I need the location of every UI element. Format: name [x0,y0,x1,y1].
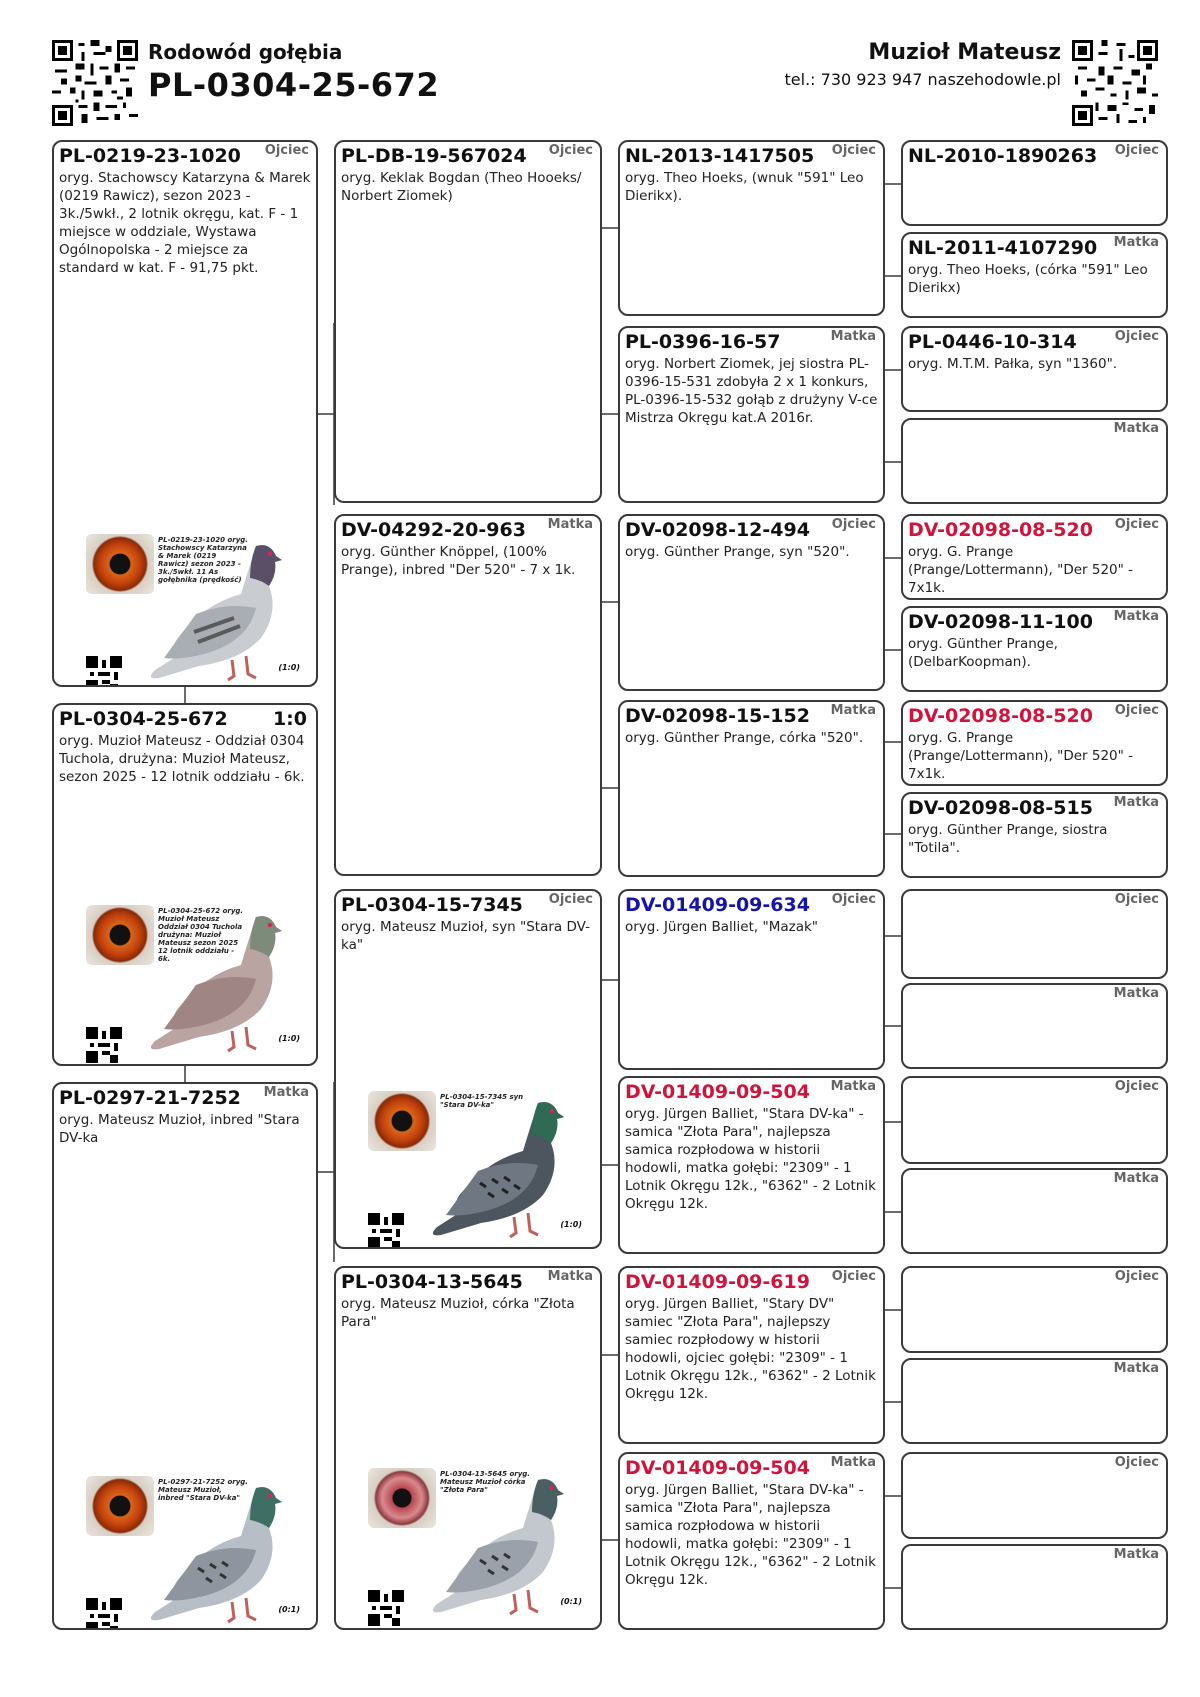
sex-label: Matka [547,517,593,532]
sex-label: Ojciec [831,1269,876,1284]
ring-number: NL-2011-4107290 [908,237,1098,259]
ring-number: DV-02098-12-494 [625,519,810,541]
bird-description: oryg. Mateusz Muzioł, córka "Złota Para" [341,1296,575,1330]
ring-number: DV-02098-08-520 [908,519,1093,541]
sex-label: Matka [547,1269,593,1284]
sex-label: Ojciec [548,143,593,158]
pedigree-card-gen3-2[interactable] [618,326,885,503]
sex-label: Matka [263,1085,309,1100]
bird-description: oryg. Günther Knöppel, (100% Prange), inbred "Der 520" - 7 x 1k. [341,544,576,578]
sex-label: Ojciec [1114,892,1159,907]
sex-label: Ojciec [1114,1269,1159,1284]
ring-number: DV-01409-09-504 [625,1457,810,1479]
pedigree-card-gen3-6[interactable] [618,1076,885,1254]
sex-label: Ojciec [1114,517,1159,532]
sex-label: Matka [830,1079,876,1094]
ring-number: PL-0304-25-672 [59,708,228,730]
mini-qr-code[interactable] [86,1027,122,1063]
bird-description: oryg. Keklak Bogdan (Theo Hooeks/ Norbert Ziomek) [341,170,582,204]
sex-label: Matka [830,329,876,344]
ring-number: DV-02098-11-100 [908,611,1093,633]
bird-description: oryg. Norbert Ziomek, jej siostra PL-0396-15-531 zdobyła 2 x 1 konkurs, PL-0396-15-532 gołąb z drużyny V-ce Mistrza Okręgu kat.A 2016r. [625,356,878,426]
pedigree-subtitle: Rodowód gołębia [148,40,343,64]
pedigree-title-ring: PL-0304-25-672 [148,66,440,104]
pedigree-card-gen4-6[interactable] [901,606,1168,692]
ring-number: PL-0304-13-5645 [341,1271,523,1293]
pedigree-card-gen3-4[interactable] [618,700,885,877]
sex-label: Matka [1113,235,1159,250]
mini-qr-code[interactable] [368,1590,404,1626]
bird-photo[interactable] [86,1476,306,1630]
bird-photo[interactable] [86,534,306,687]
pedigree-card-gen4-7[interactable] [901,700,1168,786]
photo-caption: PL-0304-25-672 oryg. Muzioł Mateusz Oddział 0304 Tuchola drużyna: Muzioł Mateusz sezon 2025 12 lotnik oddziału - 6k. [158,907,244,963]
photo-caption: PL-0297-21-7252 oryg. Mateusz Muzioł, inbred "Stara DV-ka" [158,1478,248,1502]
qr-code-right[interactable] [1072,40,1158,126]
pedigree-card-gen2-1[interactable] [334,140,602,503]
score-label: 1:0 [272,708,307,730]
photo-score: (0:1) [278,1605,300,1614]
photo-caption: PL-0304-13-5645 oryg. Mateusz Muzioł córka "Złota Para" [440,1470,530,1494]
pedigree-card-gen4-5[interactable] [901,514,1168,600]
ring-number: PL-0396-16-57 [625,331,781,353]
sex-label: Ojciec [264,143,309,158]
pedigree-card-gen4-1[interactable] [901,140,1168,226]
bird-description: oryg. Muzioł Mateusz - Oddział 0304 Tuchola, drużyna: Muzioł Mateusz, sezon 2025 - 12 lotnik oddziału - 6k. [59,733,305,785]
pedigree-card-gen3-3[interactable] [618,514,885,691]
mini-qr-code[interactable] [86,656,122,687]
bird-description: oryg. Jürgen Balliet, "Stary DV" samiec "Złota Para", najlepszy samiec rozpłodowy w historii hodowli, ojciec gołębi: "2309" - 1 Lotnik Okręgu 12k., "6362" - 2 Lotnik Okręgu 12k. [625,1296,876,1402]
sex-label: Matka [1113,609,1159,624]
pedigree-card-gen4-12[interactable] [901,1168,1168,1254]
pedigree-card-gen2-4[interactable] [334,1266,602,1630]
ring-number: NL-2010-1890263 [908,145,1098,167]
pedigree-card-gen4-4[interactable] [901,418,1168,504]
pedigree-card-gen2-2[interactable] [334,514,602,876]
ring-number: DV-02098-08-515 [908,797,1093,819]
ring-number: PL-DB-19-567024 [341,145,527,167]
sex-label: Ojciec [1114,1455,1159,1470]
sex-label: Ojciec [1114,703,1159,718]
sex-label: Matka [830,1455,876,1470]
sex-label: Ojciec [831,143,876,158]
photo-score: (1:0) [278,663,300,672]
bird-description: oryg. Theo Hoeks, (wnuk "591" Leo Dierikx). [625,170,864,204]
bird-description: oryg. Günther Prange, syn "520". [625,544,850,560]
pedigree-card-gen3-5[interactable] [618,889,885,1070]
sex-label: Ojciec [1114,329,1159,344]
ring-number: DV-01409-09-619 [625,1271,810,1293]
sex-label: Matka [1113,986,1159,1001]
owner-contact: tel.: 730 923 947 naszehodowle.pl [784,70,1061,89]
ring-number: PL-0304-15-7345 [341,894,523,916]
bird-description: oryg. Theo Hoeks, (córka "591" Leo Dierikx) [908,262,1148,296]
pigeon-picture [136,905,306,1055]
pigeon-picture [418,1091,588,1241]
bird-description: oryg. M.T.M. Pałka, syn "1360". [908,356,1118,372]
bird-description: oryg. Jürgen Balliet, "Mazak" [625,919,819,935]
bird-description: oryg. G. Prange (Prange/Lottermann), "Der 520" - 7x1k. [908,730,1133,782]
bird-description: oryg. Mateusz Muzioł, syn "Stara DV-ka" [341,919,590,953]
sex-label: Matka [1113,1171,1159,1186]
ring-number: DV-02098-08-520 [908,705,1093,727]
pedigree-card-gen4-13[interactable] [901,1266,1168,1353]
pedigree-card-gen4-10[interactable] [901,983,1168,1069]
pigeon-picture [418,1468,588,1618]
pedigree-card-gen3-7[interactable] [618,1266,885,1444]
pedigree-card-gen4-3[interactable] [901,326,1168,412]
bird-photo[interactable] [368,1468,588,1626]
pedigree-card-gen4-2[interactable] [901,232,1168,318]
pigeon-picture [136,1476,306,1626]
photo-caption: PL-0304-15-7345 syn "Stara DV-ka" [440,1093,524,1109]
pedigree-card-father[interactable] [52,140,318,687]
sex-label: Matka [1113,1361,1159,1376]
qr-code-left[interactable] [52,40,138,126]
bird-description: oryg. Mateusz Muzioł, inbred "Stara DV-ka [59,1112,300,1146]
ring-number: PL-0446-10-314 [908,331,1077,353]
bird-photo[interactable] [368,1091,588,1249]
sex-label: Ojciec [831,517,876,532]
pedigree-card-gen3-1[interactable] [618,140,885,316]
bird-description: oryg. Günther Prange, (DelbarKoopman). [908,636,1058,670]
ring-number: DV-02098-15-152 [625,705,810,727]
sex-label: Matka [830,703,876,718]
pedigree-card-gen4-14[interactable] [901,1358,1168,1444]
bird-description: oryg. Günther Prange, córka "520". [625,730,864,746]
ring-number: DV-01409-09-504 [625,1081,810,1103]
sex-label: Matka [1113,795,1159,810]
bird-description: oryg. Jürgen Balliet, "Stara DV-ka" - samica "Złota Para", najlepsza samica rozpłodowa w historii hodowli, matka gołębi: "2309" - 1 Lotnik Okręgu 12k., "6362" - 2 Lotnik Okręgu 12k. [625,1482,876,1588]
pigeon-picture [136,534,306,684]
bird-description: oryg. Stachowscy Katarzyna & Marek (0219 Rawicz), sezon 2023 - 3k./5wkł., 2 lotnik okręgu, kat. F - 1 miejsce w oddziale, Wystawa Ogólnopolska - 2 miejsce za standard w kat. F - 91,75 pkt. [59,170,311,276]
sex-label: Matka [1113,1547,1159,1562]
bird-description: oryg. Jürgen Balliet, "Stara DV-ka" - samica "Złota Para", najlepsza samica rozpłodowa w historii hodowli, matka gołębi: "2309" - 1 Lotnik Okręgu 12k., "6362" - 2 Lotnik Okręgu 12k. [625,1106,876,1212]
pedigree-card-gen4-9[interactable] [901,889,1168,979]
owner-name: Muzioł Mateusz [868,40,1061,65]
bird-description: oryg. G. Prange (Prange/Lottermann), "Der 520" - 7x1k. [908,544,1133,596]
sex-label: Ojciec [1114,143,1159,158]
ring-number: NL-2013-1417505 [625,145,815,167]
pedigree-card-mother[interactable] [52,1082,318,1630]
sex-label: Ojciec [548,892,593,907]
photo-caption: PL-0219-23-1020 oryg. Stachowscy Katarzyna & Marek (0219 Rawicz) sezon 2023 - 3k./5wkł. 11 As gołębnika (prędkość) [158,536,248,584]
bird-photo[interactable] [86,905,306,1063]
pedigree-card-gen2-3[interactable] [334,889,602,1249]
pedigree-card-gen4-15[interactable] [901,1452,1168,1539]
pedigree-card-gen4-16[interactable] [901,1544,1168,1630]
ring-number: DV-04292-20-963 [341,519,526,541]
pedigree-card-gen3-8[interactable] [618,1452,885,1630]
sex-label: Ojciec [831,892,876,907]
photo-score: (0:1) [560,1597,582,1606]
bird-description: oryg. Günther Prange, siostra "Totila". [908,822,1108,856]
ring-number: DV-01409-09-634 [625,894,810,916]
pedigree-card-subject[interactable] [52,703,318,1066]
mini-qr-code[interactable] [368,1213,404,1249]
photo-score: (1:0) [560,1220,582,1229]
sex-label: Ojciec [1114,1079,1159,1094]
mini-qr-code[interactable] [86,1598,122,1630]
ring-number: PL-0297-21-7252 [59,1087,241,1109]
sex-label: Matka [1113,421,1159,436]
ring-number: PL-0219-23-1020 [59,145,241,167]
pedigree-card-gen4-11[interactable] [901,1076,1168,1164]
pedigree-card-gen4-8[interactable] [901,792,1168,878]
photo-score: (1:0) [278,1034,300,1043]
